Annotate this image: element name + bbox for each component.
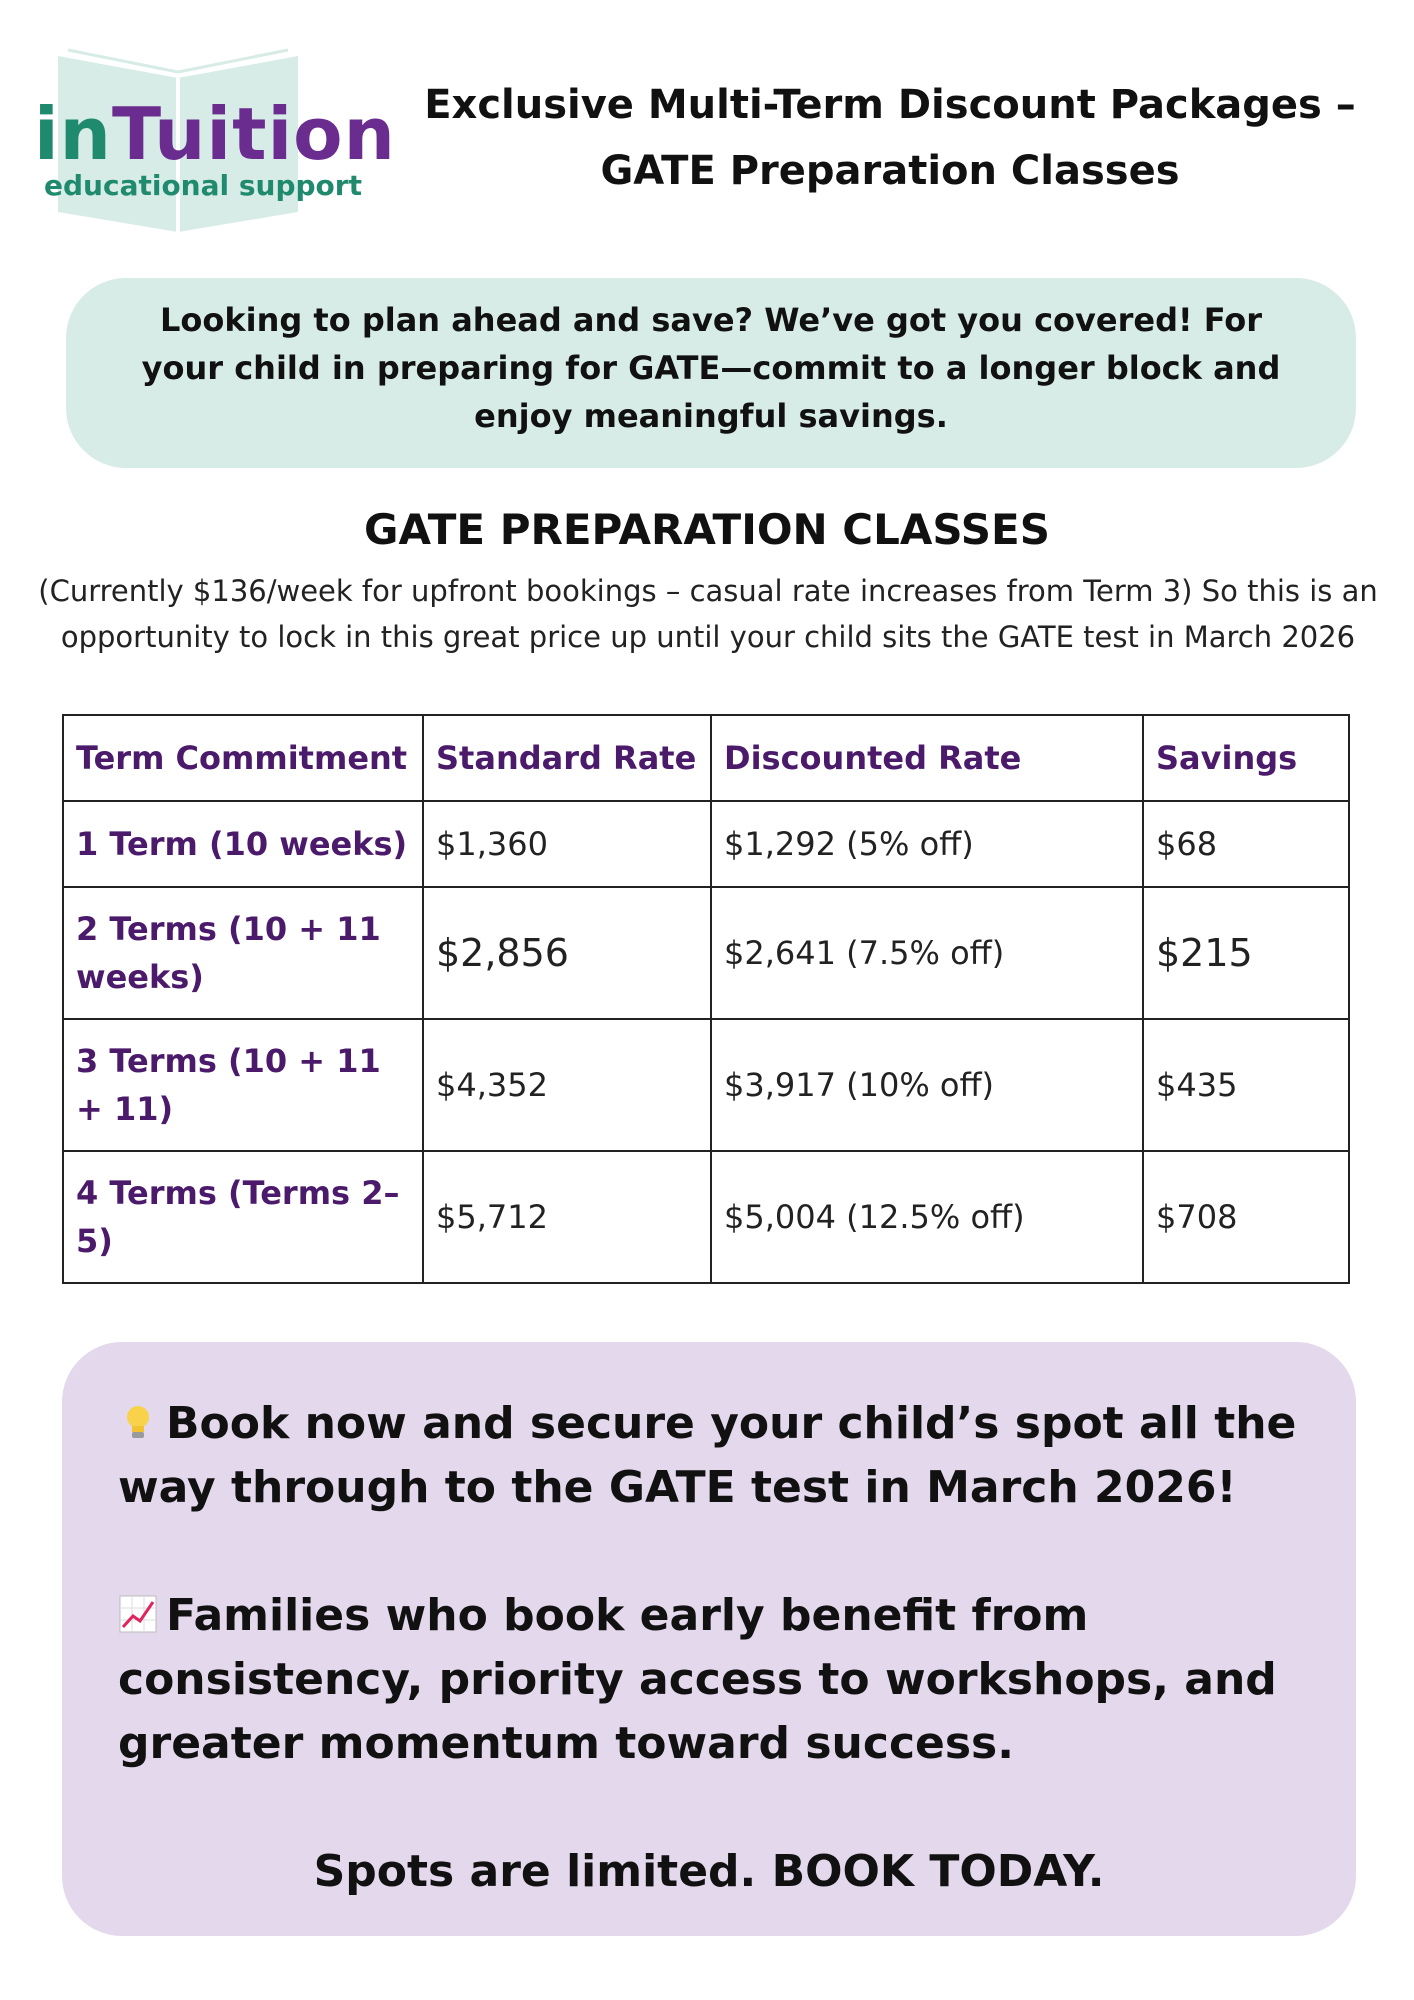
section-subtext: (Currently $136/week for upfront bookings – casual rate increases from Term 3) So this is an opportunity to lock in this great price up until your child sits the GATE test in March 2026 (38, 574, 1378, 654)
table-row (63, 1019, 1349, 1151)
logo-tagline: educational support (44, 169, 362, 202)
page-title-line-2: GATE Preparation Classes (600, 148, 1180, 194)
standard-rate-cell: $5,712 (423, 1151, 711, 1283)
term-cell: 4 Terms (Terms 2–5) (63, 1151, 423, 1283)
standard-rate-cell: $2,856 (423, 887, 711, 1019)
header-term-commitment: Term Commitment (63, 715, 423, 801)
standard-rate-cell: $4,352 (423, 1019, 711, 1151)
header-standard-rate: Standard Rate (423, 715, 711, 801)
page-title (400, 72, 1380, 204)
promo-line-2 (118, 1584, 1300, 1776)
standard-rate-cell: $1,360 (423, 801, 711, 887)
logo (28, 46, 396, 236)
promo-line-2-text: Families who book early benefit from consistency, priority access to workshops, and greater momentum toward success. (118, 1590, 1277, 1769)
lightbulb-icon (118, 1402, 158, 1442)
section-heading: GATE PREPARATION CLASSES (364, 505, 1050, 554)
pricing-table (62, 714, 1350, 1284)
discounted-rate-cell: $2,641 (7.5% off) (711, 887, 1143, 1019)
savings-cell: $68 (1143, 801, 1349, 887)
term-cell: 2 Terms (10 + 11 weeks) (63, 887, 423, 1019)
discounted-rate-cell: $3,917 (10% off) (711, 1019, 1143, 1151)
savings-cell: $708 (1143, 1151, 1349, 1283)
promo-cta: Spots are limited. BOOK TODAY. (313, 1846, 1105, 1897)
header-discounted-rate: Discounted Rate (711, 715, 1143, 801)
table-header-row (63, 715, 1349, 801)
header-savings: Savings (1143, 715, 1349, 801)
table-row (63, 887, 1349, 1019)
promo-callout (62, 1342, 1356, 1936)
chart-increasing-icon (118, 1594, 158, 1634)
savings-cell: $435 (1143, 1019, 1349, 1151)
logo-wordmark (34, 92, 396, 176)
term-cell: 3 Terms (10 + 11 + 11) (63, 1019, 423, 1151)
logo-word-tuition: Tuition (111, 92, 396, 176)
savings-cell: $215 (1143, 887, 1349, 1019)
page-title-line-1: Exclusive Multi-Term Discount Packages – (424, 82, 1356, 128)
term-cell: 1 Term (10 weeks) (63, 801, 423, 887)
promo-line-1-text: Book now and secure your child’s spot all the way through to the GATE test in March 2026! (118, 1398, 1297, 1513)
discounted-rate-cell: $1,292 (5% off) (711, 801, 1143, 887)
table-row (63, 1151, 1349, 1283)
discounted-rate-cell: $5,004 (12.5% off) (711, 1151, 1143, 1283)
logo-word-in: in (34, 92, 112, 176)
intro-callout: Looking to plan ahead and save? We’ve got you covered! For your child in preparing for GATE—commit to a longer block and enjoy meaningful savings. (66, 278, 1356, 468)
promo-line-1 (118, 1392, 1300, 1520)
table-row (63, 801, 1349, 887)
